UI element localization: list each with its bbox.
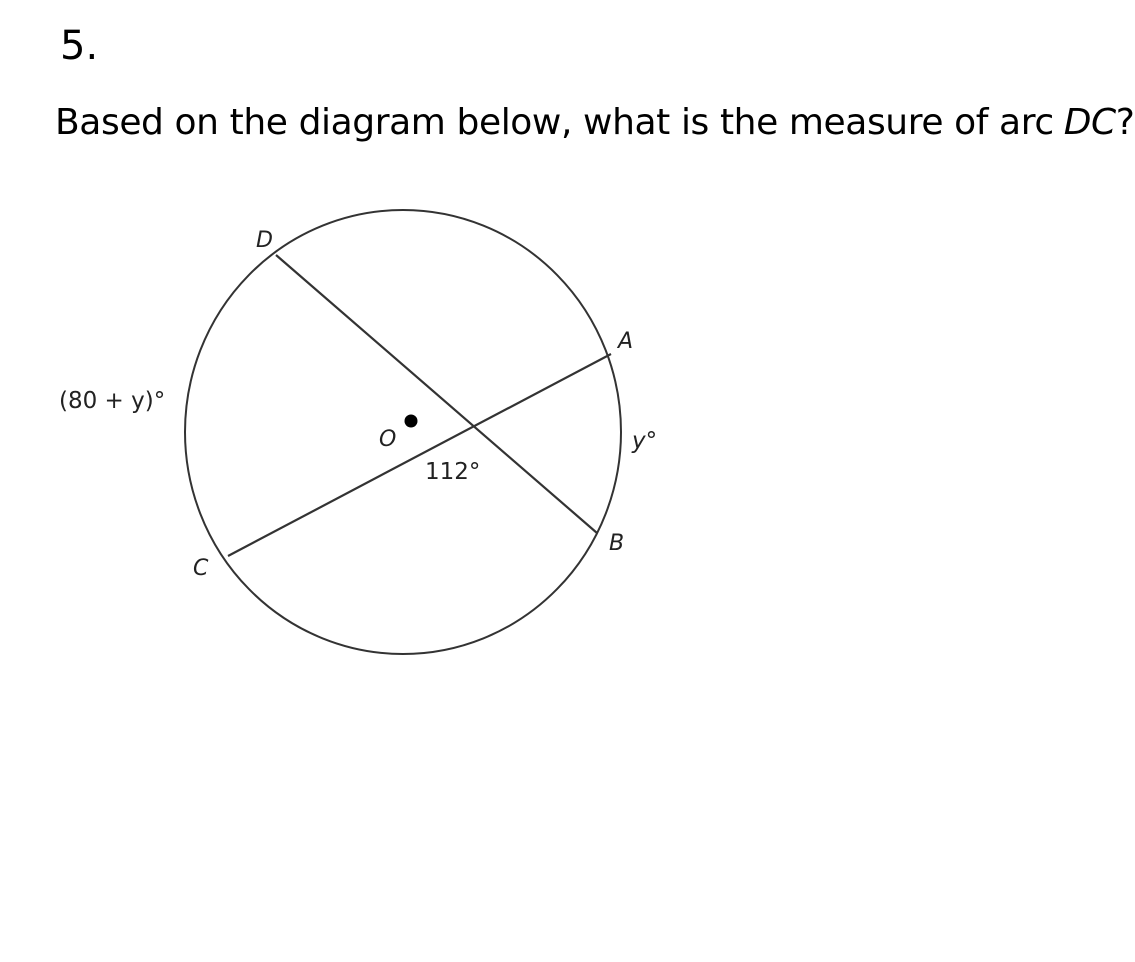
- question-prompt: Based on the diagram below, what is the measure of arc: [55, 102, 1054, 143]
- arc-ab-measure: y°: [632, 428, 658, 454]
- question-number: 5.: [60, 23, 99, 69]
- point-label-c: C: [193, 556, 209, 581]
- point-label-a: A: [618, 329, 634, 354]
- point-label-b: B: [609, 531, 625, 556]
- chord-db: [276, 255, 597, 533]
- center-point: [405, 415, 418, 428]
- chord-ac: [228, 354, 611, 556]
- question-mark: ?: [1115, 102, 1135, 143]
- center-label-o: O: [379, 427, 397, 452]
- point-label-d: D: [256, 228, 273, 253]
- intersection-angle: 112°: [425, 459, 481, 485]
- circle: [185, 210, 621, 654]
- arc-dc-measure: (80 + y)°: [59, 388, 166, 414]
- arc-name: DC: [1063, 102, 1116, 143]
